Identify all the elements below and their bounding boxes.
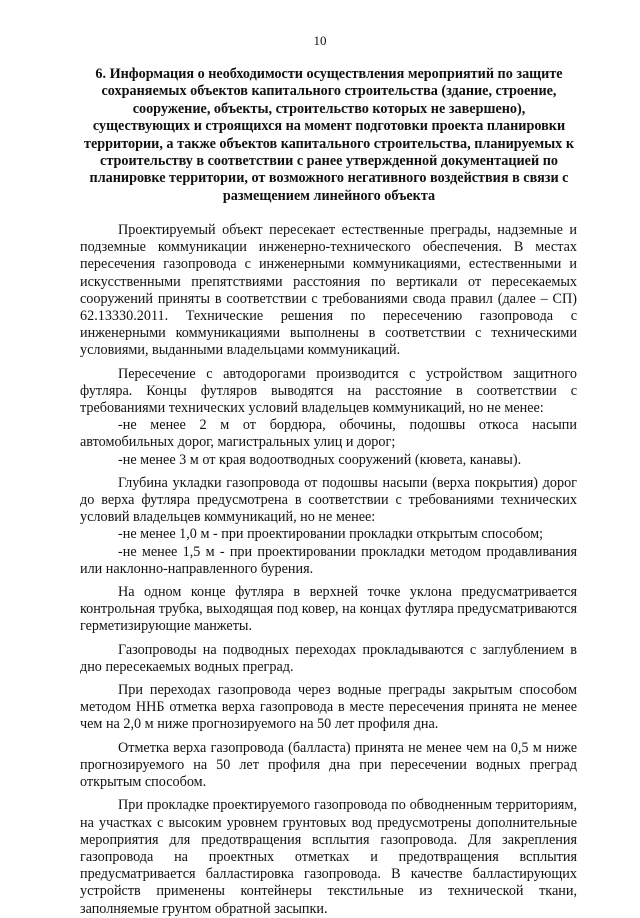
- list-item-pushing-method: -не менее 1,5 м - при проектировании прокладки методом продавливания или наклонно-направленного бурения.: [80, 543, 577, 577]
- paragraph-road-crossings: Пересечение с автодорогами производится с устройством защитного футляра. Концы футляров выводятся на расстояние в соответствии с требованиями технических условий владельцев коммуникаций, но не менее:: [80, 365, 577, 417]
- paragraph-flooded-areas: При прокладке проектируемого газопровода по обводненным территориям, на участках с высоким уровнем грунтовых вод предусмотрены дополнительные мероприятия для предотвращения всплытия газопровода. Для закрепления газопровода на проектных отметках и предотвращения всплытия предусматривается балластировка газопровода. В качестве балластирующих устройств применены контейнеры текстильные из технической ткани, заполняемые грунтом обратной засыпки.: [80, 797, 577, 917]
- list-item-open-method: -не менее 1,0 м - при проектировании прокладки открытым способом;: [118, 526, 544, 543]
- section-body: [80, 222, 577, 918]
- page-number: 10: [313, 33, 327, 48]
- paragraph-laying-depth: Глубина укладки газопровода от подошвы насыпи (верха покрытия) дорог до верха футляра предусмотрена в соответствии с требованиями технических условий владельцев коммуникаций, но не менее:: [80, 474, 577, 526]
- paragraph-ballast-level: Отметка верха газопровода (балласта) принята не менее чем на 0,5 м ниже прогнозируемого на 50 лет профиля дна при пересечении водных преград открытым способом.: [80, 739, 577, 791]
- section-heading: 6. Информация о необходимости осуществления мероприятий по защите сохраняемых объектов капитального строительства (здание, строение, сооружение, объекты, строительство которых не завершено), существующих и строящихся на момент подготовки проекта планировки территории, а также объектов капитального строительства, планируемых к строительству в соответствии с ранее утвержденной документацией по планировке территории, от возможного негативного воздействия в связи с размещением линейного объекта: [84, 66, 575, 204]
- paragraph-control-tube: На одном конце футляра в верхней точке уклона предусматривается контрольная трубка, выходящая под ковер, на концах футляра предусматриваются герметизирующие манжеты.: [80, 584, 577, 635]
- list-item-curb-distance: -не менее 2 м от бордюра, обочины, подошвы откоса насыпи автомобильных дорог, магистральных улиц и дорог;: [80, 417, 577, 451]
- paragraph-crossings-intro: Проектируемый объект пересекает естественные преграды, надземные и подземные коммуникации инженерно-технического обеспечения. В местах пересечения газопровода с инженерными коммуникациями, естественными и искусственными препятствиями расстояния по вертикали от пересекаемых сооружений приняты в соответствии с требованиями свода правил (далее – СП) 62.13330.2011. Технические решения по пересечению газопровода с инженерными коммуникациями выполнены в соответствии с техническими условиями, выданными владельцами коммуникаций.: [80, 222, 577, 359]
- paragraph-hdd-method: При переходах газопровода через водные преграды закрытым способом методом ННБ отметка верха газопровода в месте пересечения принята не менее чем на 2,0 м ниже прогнозируемого на 50 лет профиля дна.: [80, 682, 577, 733]
- paragraph-underwater-crossings: Газопроводы на подводных переходах прокладываются с заглублением в дно пересекаемых водных преград.: [80, 641, 577, 675]
- list-item-drainage-distance: -не менее 3 м от края водоотводных сооружений (кювета, канавы).: [118, 451, 522, 468]
